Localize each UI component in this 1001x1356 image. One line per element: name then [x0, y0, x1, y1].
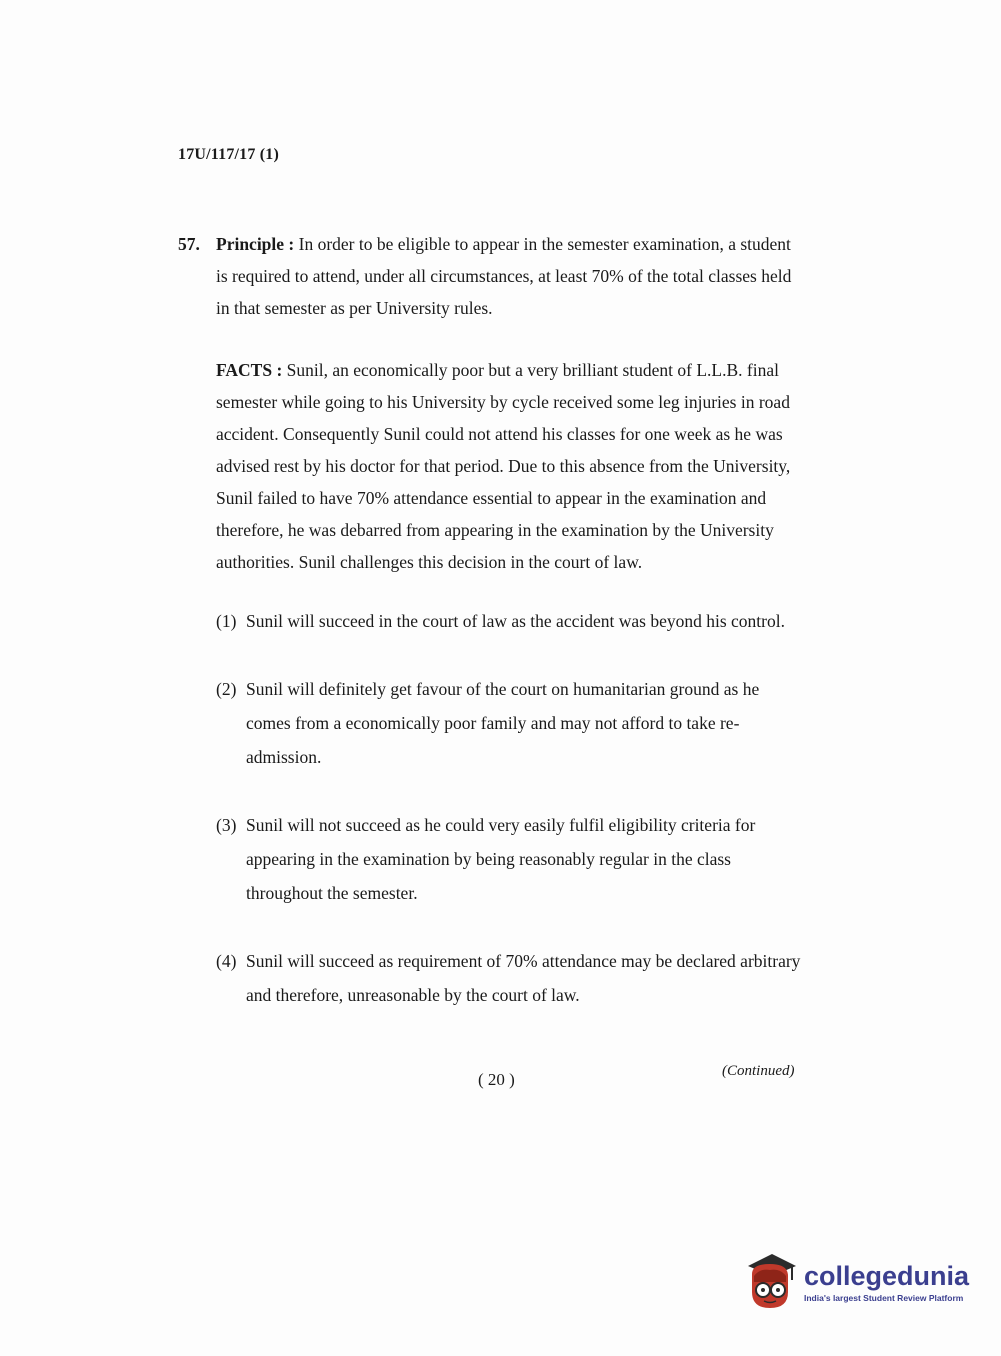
paper-code: 17U/117/17 (1): [178, 146, 280, 163]
principle-block: [178, 228, 803, 324]
option-number: (3): [216, 815, 237, 835]
option-number: (4): [216, 951, 237, 971]
collegedunia-mascot-icon: [742, 1252, 798, 1312]
question-57: [178, 228, 803, 1046]
facts-block: [216, 354, 803, 578]
page-number: ( 20 ): [478, 1070, 515, 1089]
option-1: [216, 604, 803, 638]
options-list: [216, 604, 803, 1012]
principle-label: Principle :: [216, 234, 295, 254]
facts-text: Sunil, an economically poor but a very brilliant student of L.L.B. final semester while going to his University by cycle received some leg injuries in road accident. Consequently Sunil could not attend his classes for one week as he was advised rest by his doctor for that period. Due to this absence from the University, Sunil failed to have 70% attendance essential to appear in the examination and therefore, he was debarred from appearing in the examination by the University authorities. Sunil challenges this decision in the court of law.: [216, 360, 791, 572]
question-number: 57.: [178, 234, 200, 254]
facts-label: FACTS :: [216, 360, 283, 380]
option-text: Sunil will succeed in the court of law as the accident was beyond his control.: [246, 611, 785, 631]
option-text: Sunil will succeed as requirement of 70% attendance may be declared arbitrary and therefore, unreasonable by the court of law.: [246, 951, 801, 1005]
option-text: Sunil will definitely get favour of the court on humanitarian ground as he comes from a economically poor family and may not afford to take re-admission.: [246, 679, 760, 767]
option-number: (2): [216, 679, 237, 699]
option-number: (1): [216, 611, 237, 631]
option-3: [216, 808, 803, 910]
option-2: [216, 672, 803, 774]
continued-label: (Continued): [722, 1063, 795, 1079]
watermark-tagline: India's largest Student Review Platform: [804, 1293, 964, 1303]
option-4: [216, 944, 803, 1012]
principle-text: In order to be eligible to appear in the semester examination, a student is required to attend, under all circumstances, at least 70% of the total classes held in that semester as per University rules.: [216, 234, 792, 318]
option-text: Sunil will not succeed as he could very easily fulfil eligibility criteria for appearing in the examination by being reasonably regular in the class throughout the semester.: [246, 815, 756, 903]
collegedunia-watermark: [742, 1252, 969, 1312]
watermark-name: collegedunia: [804, 1261, 970, 1291]
